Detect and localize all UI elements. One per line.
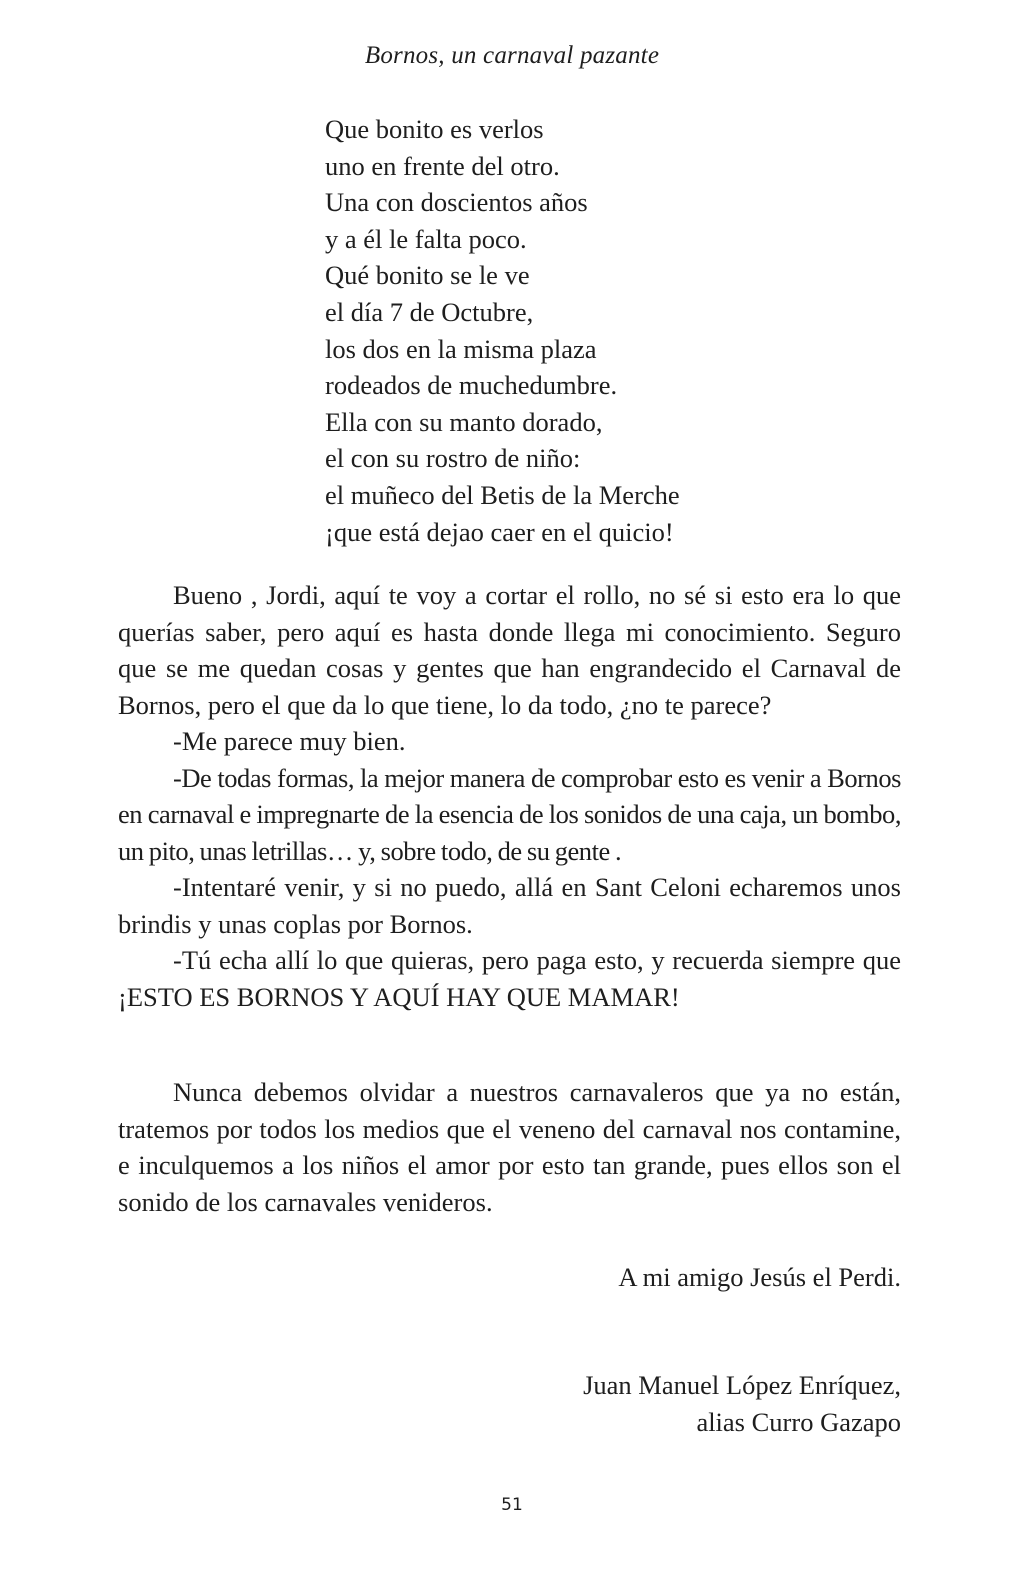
dialogue-line: -De todas formas, la mejor manera de comprobar esto es venir a Bornos en carnaval e impregnarte de la esencia de los sonidos de una caja, un bombo, un pito, unas letrillas… y, sobre todo, de su gente . <box>118 762 901 866</box>
dialogue-line: -Tú echa allí lo que quieras, pero paga esto, y recuerda siempre que ¡ESTO ES BORNOS Y AQUÍ HAY QUE MAMAR! <box>118 945 901 1012</box>
poem-line: el con su rostro de niño: <box>325 443 581 474</box>
poem-line: Que bonito es verlos <box>325 114 544 144</box>
closing-section <box>118 1074 901 1220</box>
poem-line: ¡que está dejao caer en el quicio! <box>325 516 674 547</box>
signature <box>583 1367 901 1440</box>
poem <box>325 111 680 550</box>
closing-paragraph: Nunca debemos olvidar a nuestros carnavaleros que ya no están, tratemos por todos los medios que el veneno del carnaval nos contamine, e inculquemos a los niños el amor por esto tan grande, pues ellos son el sonido de los carnavales venideros. <box>118 1077 901 1217</box>
page-number: 51 <box>501 1495 523 1515</box>
dialogue-line: -Intentaré venir, y si no puedo, allá en Sant Celoni echaremos unos brindis y unas coplas por Bornos. <box>118 872 901 939</box>
dedication: A mi amigo Jesús el Perdi. <box>618 1262 901 1292</box>
running-header: Bornos, un carnaval pazante <box>364 42 660 69</box>
author-name: Juan Manuel López Enríquez, <box>583 1370 901 1400</box>
poem-line: Ella con su manto dorado, <box>325 406 603 437</box>
poem-line: Una con doscientos años <box>325 187 588 218</box>
body-paragraph: Bueno , Jordi, aquí te voy a cortar el rollo, no sé si esto era lo que querías saber, pero aquí es hasta donde llega mi conocimiento. Seguro que se me quedan cosas y gentes que han engrandecido el Carnaval de Bornos, pero el que da lo que tiene, lo da todo, ¿no te parece? <box>118 580 901 720</box>
author-alias: alias Curro Gazapo <box>696 1406 901 1437</box>
dialogue-line: -Me parece muy bien. <box>173 726 406 756</box>
poem-line: el muñeco del Betis de la Merche <box>325 479 680 510</box>
dialogue-section <box>118 577 901 1015</box>
poem-line: Qué bonito se le ve <box>325 260 530 291</box>
poem-line: rodeados de muchedumbre. <box>325 370 618 401</box>
poem-line: el día 7 de Octubre, <box>325 296 534 327</box>
poem-line: y a él le falta poco. <box>325 223 527 254</box>
poem-line: los dos en la misma plaza <box>325 333 597 364</box>
poem-line: uno en frente del otro. <box>325 150 560 181</box>
